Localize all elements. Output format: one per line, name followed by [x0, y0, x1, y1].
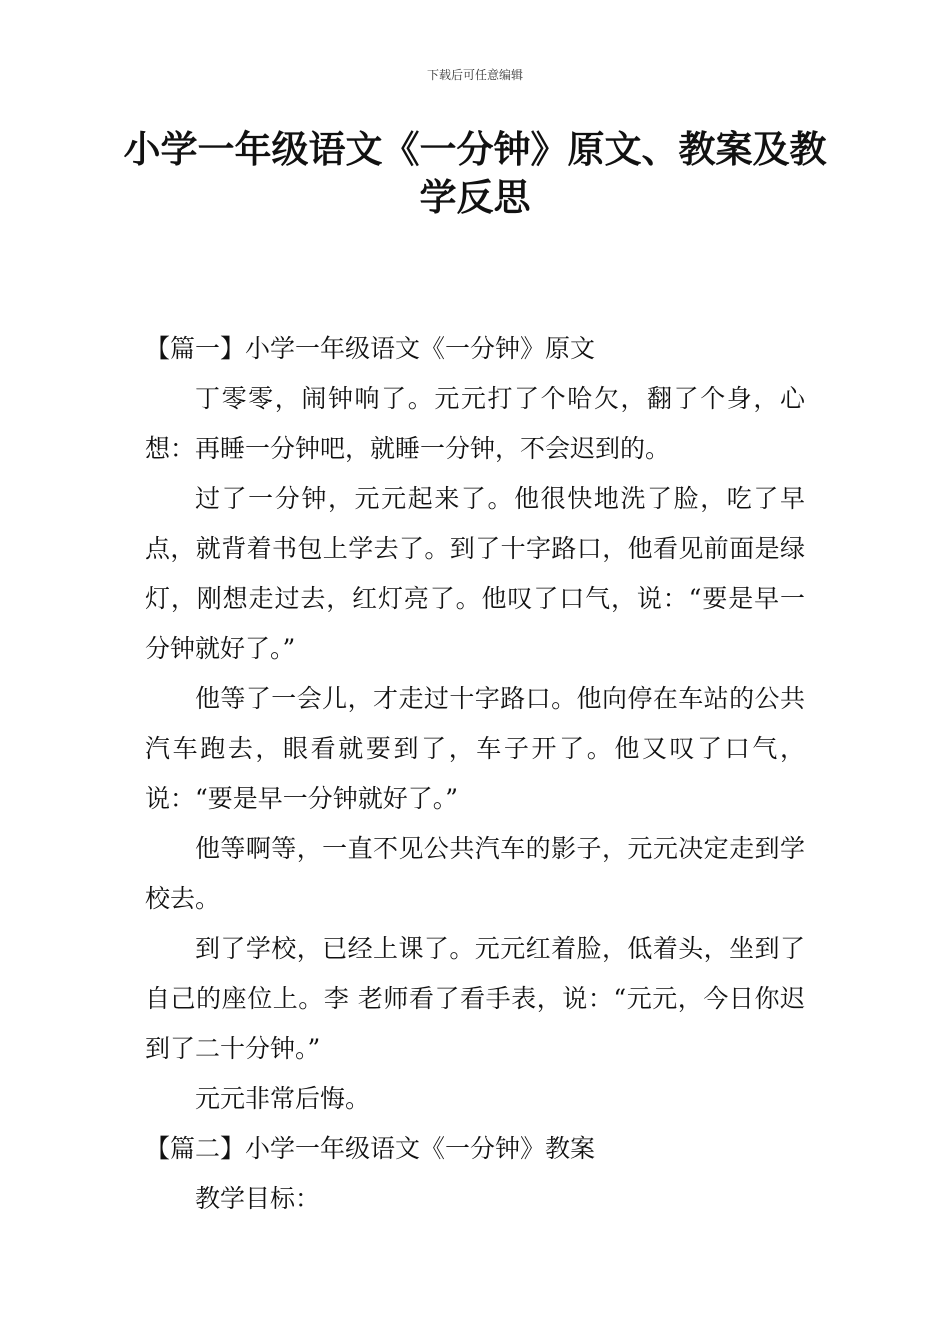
- paragraph: 元元非常后悔。: [195, 1084, 371, 1113]
- section-heading-2: 【篇二】小学一年级语文《一分钟》教案: [145, 1134, 596, 1163]
- paragraph: 教学目标：: [195, 1184, 321, 1213]
- section-heading-1: 【篇一】小学一年级语文《一分钟》原文: [145, 334, 596, 363]
- paragraph: 丁零零，闹钟响了。元元打了个哈欠，翻了个身，心想：再睡一分钟吧，就睡一分钟，不会迟到的。: [145, 384, 805, 463]
- header-note: 下载后可任意编辑: [426, 68, 523, 82]
- document-body: [145, 324, 805, 1224]
- paragraph: 到了学校，已经上课了。元元红着脸，低着头，坐到了自己的座位上。李 老师看了看手表，说：“元元，今日你迟到了二十分钟。”: [145, 934, 805, 1063]
- paragraph: 他等啊等，一直不见公共汽车的影子，元元决定走到学校去。: [145, 834, 805, 913]
- document-title: 小学一年级语文《一分钟》原文、教案及教学反思: [123, 128, 827, 219]
- paragraph: 过了一分钟，元元起来了。他很快地洗了脸，吃了早点，就背着书包上学去了。到了十字路口，他看见前面是绿灯，刚想走过去，红灯亮了。他叹了口气，说：“要是早一分钟就好了。”: [145, 484, 805, 663]
- paragraph: 他等了一会儿，才走过十字路口。他向停在车站的公共汽车跑去，眼看就要到了，车子开了。他又叹了口气，说：“要是早一分钟就好了。”: [145, 684, 805, 813]
